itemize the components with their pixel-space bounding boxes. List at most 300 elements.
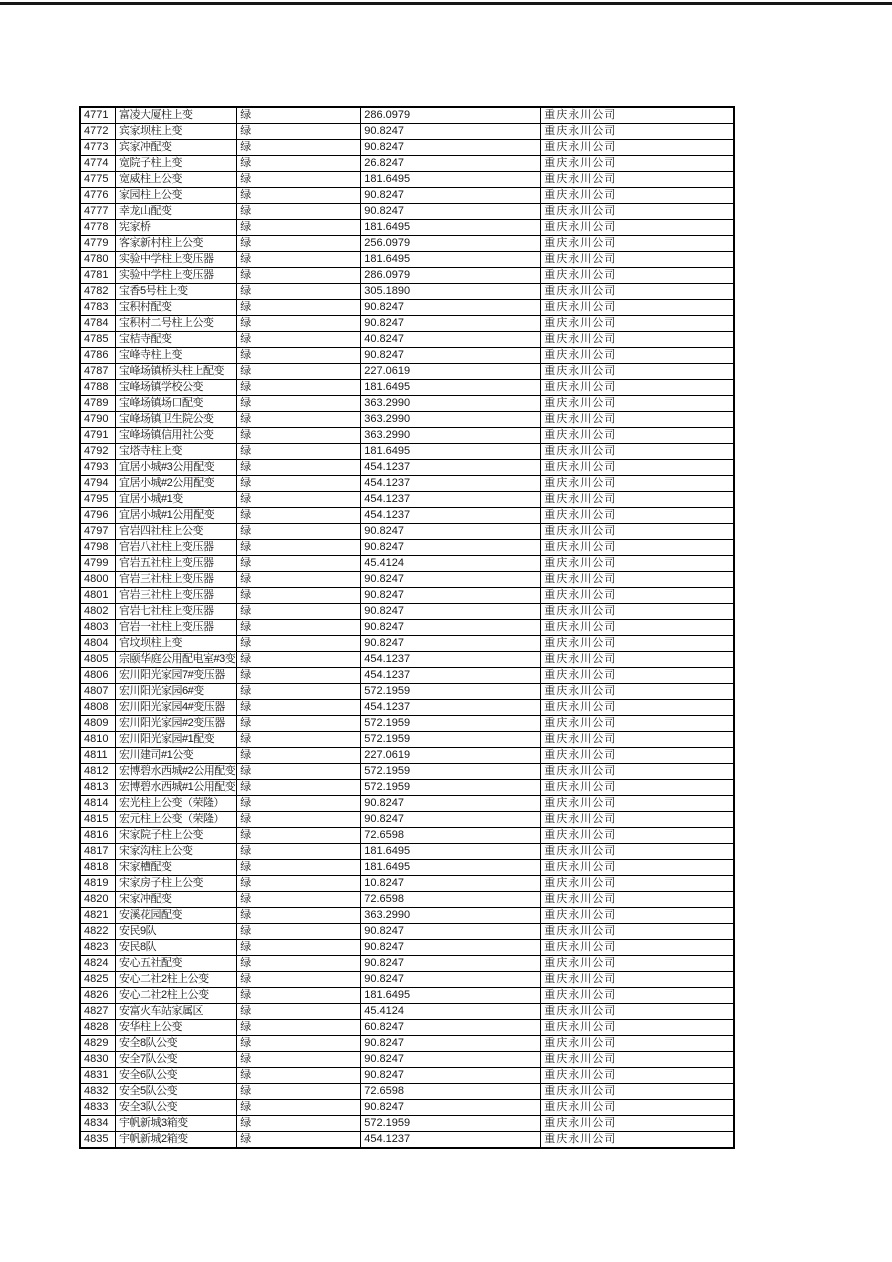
company-cell: 重庆永川公司 bbox=[541, 188, 735, 204]
value-cell: 40.8247 bbox=[361, 332, 541, 348]
value-cell: 572.1959 bbox=[361, 684, 541, 700]
status-cell: 绿 bbox=[237, 812, 361, 828]
device-name-cell: 安心二社2柱上公变 bbox=[116, 972, 237, 988]
value-cell: 26.8247 bbox=[361, 156, 541, 172]
row-index-cell: 4776 bbox=[80, 188, 116, 204]
row-index-cell: 4818 bbox=[80, 860, 116, 876]
row-index-cell: 4797 bbox=[80, 524, 116, 540]
company-cell: 重庆永川公司 bbox=[541, 588, 735, 604]
company-cell: 重庆永川公司 bbox=[541, 780, 735, 796]
device-name-cell: 安民8队 bbox=[116, 940, 237, 956]
table-row bbox=[80, 924, 734, 940]
company-cell: 重庆永川公司 bbox=[541, 540, 735, 556]
row-index-cell: 4804 bbox=[80, 636, 116, 652]
company-cell: 重庆永川公司 bbox=[541, 460, 735, 476]
table-row bbox=[80, 780, 734, 796]
value-cell: 90.8247 bbox=[361, 1068, 541, 1084]
device-name-cell: 官坟坝柱上变 bbox=[116, 636, 237, 652]
value-cell: 90.8247 bbox=[361, 604, 541, 620]
row-index-cell: 4775 bbox=[80, 172, 116, 188]
company-cell: 重庆永川公司 bbox=[541, 1036, 735, 1052]
company-cell: 重庆永川公司 bbox=[541, 444, 735, 460]
company-cell: 重庆永川公司 bbox=[541, 204, 735, 220]
device-name-cell: 富凌大厦柱上变 bbox=[116, 107, 237, 124]
table-row bbox=[80, 412, 734, 428]
company-cell: 重庆永川公司 bbox=[541, 1020, 735, 1036]
row-index-cell: 4805 bbox=[80, 652, 116, 668]
table-row bbox=[80, 364, 734, 380]
table-row bbox=[80, 636, 734, 652]
status-cell: 绿 bbox=[237, 572, 361, 588]
row-index-cell: 4823 bbox=[80, 940, 116, 956]
device-name-cell: 宝积村配变 bbox=[116, 300, 237, 316]
status-cell: 绿 bbox=[237, 1052, 361, 1068]
status-cell: 绿 bbox=[237, 556, 361, 572]
device-table-body bbox=[80, 107, 734, 1148]
row-index-cell: 4792 bbox=[80, 444, 116, 460]
table-row bbox=[80, 508, 734, 524]
table-row bbox=[80, 604, 734, 620]
company-cell: 重庆永川公司 bbox=[541, 1052, 735, 1068]
value-cell: 227.0619 bbox=[361, 748, 541, 764]
row-index-cell: 4782 bbox=[80, 284, 116, 300]
status-cell: 绿 bbox=[237, 252, 361, 268]
device-name-cell: 安全6队公变 bbox=[116, 1068, 237, 1084]
company-cell: 重庆永川公司 bbox=[541, 1068, 735, 1084]
table-row bbox=[80, 1052, 734, 1068]
table-row bbox=[80, 844, 734, 860]
row-index-cell: 4802 bbox=[80, 604, 116, 620]
row-index-cell: 4781 bbox=[80, 268, 116, 284]
status-cell: 绿 bbox=[237, 476, 361, 492]
row-index-cell: 4777 bbox=[80, 204, 116, 220]
row-index-cell: 4801 bbox=[80, 588, 116, 604]
table-row bbox=[80, 268, 734, 284]
table-row bbox=[80, 588, 734, 604]
company-cell: 重庆永川公司 bbox=[541, 940, 735, 956]
row-index-cell: 4793 bbox=[80, 460, 116, 476]
device-name-cell: 宾家冲配变 bbox=[116, 140, 237, 156]
table-row bbox=[80, 732, 734, 748]
status-cell: 绿 bbox=[237, 156, 361, 172]
status-cell: 绿 bbox=[237, 444, 361, 460]
row-index-cell: 4824 bbox=[80, 956, 116, 972]
company-cell: 重庆永川公司 bbox=[541, 524, 735, 540]
row-index-cell: 4780 bbox=[80, 252, 116, 268]
row-index-cell: 4833 bbox=[80, 1100, 116, 1116]
table-row bbox=[80, 1100, 734, 1116]
value-cell: 90.8247 bbox=[361, 620, 541, 636]
company-cell: 重庆永川公司 bbox=[541, 268, 735, 284]
value-cell: 90.8247 bbox=[361, 972, 541, 988]
company-cell: 重庆永川公司 bbox=[541, 620, 735, 636]
device-name-cell: 宋家房子柱上公变 bbox=[116, 876, 237, 892]
status-cell: 绿 bbox=[237, 204, 361, 220]
row-index-cell: 4814 bbox=[80, 796, 116, 812]
table-row bbox=[80, 172, 734, 188]
company-cell: 重庆永川公司 bbox=[541, 476, 735, 492]
value-cell: 45.4124 bbox=[361, 556, 541, 572]
status-cell: 绿 bbox=[237, 988, 361, 1004]
company-cell: 重庆永川公司 bbox=[541, 252, 735, 268]
device-name-cell: 安民9队 bbox=[116, 924, 237, 940]
table-row bbox=[80, 284, 734, 300]
value-cell: 72.6598 bbox=[361, 892, 541, 908]
status-cell: 绿 bbox=[237, 380, 361, 396]
status-cell: 绿 bbox=[237, 780, 361, 796]
device-name-cell: 家园柱上公变 bbox=[116, 188, 237, 204]
status-cell: 绿 bbox=[237, 588, 361, 604]
status-cell: 绿 bbox=[237, 124, 361, 140]
status-cell: 绿 bbox=[237, 460, 361, 476]
device-name-cell: 宝峰场镇信用社公变 bbox=[116, 428, 237, 444]
row-index-cell: 4810 bbox=[80, 732, 116, 748]
company-cell: 重庆永川公司 bbox=[541, 668, 735, 684]
table-row bbox=[80, 300, 734, 316]
device-name-cell: 安全5队公变 bbox=[116, 1084, 237, 1100]
value-cell: 90.8247 bbox=[361, 1036, 541, 1052]
value-cell: 305.1890 bbox=[361, 284, 541, 300]
status-cell: 绿 bbox=[237, 140, 361, 156]
device-table-container bbox=[79, 106, 735, 1149]
company-cell: 重庆永川公司 bbox=[541, 236, 735, 252]
device-name-cell: 宗颐华庭公用配电室#3变 bbox=[116, 652, 237, 668]
row-index-cell: 4826 bbox=[80, 988, 116, 1004]
row-index-cell: 4821 bbox=[80, 908, 116, 924]
value-cell: 572.1959 bbox=[361, 780, 541, 796]
row-index-cell: 4809 bbox=[80, 716, 116, 732]
value-cell: 181.6495 bbox=[361, 252, 541, 268]
value-cell: 90.8247 bbox=[361, 1052, 541, 1068]
status-cell: 绿 bbox=[237, 300, 361, 316]
table-row bbox=[80, 476, 734, 492]
table-row bbox=[80, 1004, 734, 1020]
status-cell: 绿 bbox=[237, 1036, 361, 1052]
row-index-cell: 4803 bbox=[80, 620, 116, 636]
company-cell: 重庆永川公司 bbox=[541, 748, 735, 764]
status-cell: 绿 bbox=[237, 172, 361, 188]
status-cell: 绿 bbox=[237, 892, 361, 908]
device-name-cell: 宏元柱上公变（荣隆） bbox=[116, 812, 237, 828]
device-name-cell: 宝桔寺配变 bbox=[116, 332, 237, 348]
table-row bbox=[80, 684, 734, 700]
device-name-cell: 安心五社配变 bbox=[116, 956, 237, 972]
status-cell: 绿 bbox=[237, 684, 361, 700]
device-name-cell: 幸龙山配变 bbox=[116, 204, 237, 220]
device-name-cell: 安华柱上公变 bbox=[116, 1020, 237, 1036]
company-cell: 重庆永川公司 bbox=[541, 124, 735, 140]
row-index-cell: 4825 bbox=[80, 972, 116, 988]
value-cell: 572.1959 bbox=[361, 732, 541, 748]
company-cell: 重庆永川公司 bbox=[541, 796, 735, 812]
device-name-cell: 宪家桥 bbox=[116, 220, 237, 236]
value-cell: 90.8247 bbox=[361, 524, 541, 540]
status-cell: 绿 bbox=[237, 268, 361, 284]
value-cell: 90.8247 bbox=[361, 316, 541, 332]
device-name-cell: 宇帆新城3箱变 bbox=[116, 1116, 237, 1132]
value-cell: 363.2990 bbox=[361, 412, 541, 428]
status-cell: 绿 bbox=[237, 700, 361, 716]
table-row bbox=[80, 892, 734, 908]
value-cell: 454.1237 bbox=[361, 1132, 541, 1149]
device-name-cell: 宝峰场镇桥头柱上配变 bbox=[116, 364, 237, 380]
row-index-cell: 4831 bbox=[80, 1068, 116, 1084]
row-index-cell: 4834 bbox=[80, 1116, 116, 1132]
value-cell: 286.0979 bbox=[361, 107, 541, 124]
status-cell: 绿 bbox=[237, 860, 361, 876]
status-cell: 绿 bbox=[237, 1116, 361, 1132]
company-cell: 重庆永川公司 bbox=[541, 652, 735, 668]
status-cell: 绿 bbox=[237, 876, 361, 892]
row-index-cell: 4827 bbox=[80, 1004, 116, 1020]
value-cell: 10.8247 bbox=[361, 876, 541, 892]
company-cell: 重庆永川公司 bbox=[541, 924, 735, 940]
device-name-cell: 安全7队公变 bbox=[116, 1052, 237, 1068]
row-index-cell: 4835 bbox=[80, 1132, 116, 1149]
table-row bbox=[80, 908, 734, 924]
status-cell: 绿 bbox=[237, 284, 361, 300]
row-index-cell: 4794 bbox=[80, 476, 116, 492]
device-name-cell: 宏光柱上公变（荣隆） bbox=[116, 796, 237, 812]
device-name-cell: 安全8队公变 bbox=[116, 1036, 237, 1052]
device-name-cell: 宏博碧水西城#2公用配变 bbox=[116, 764, 237, 780]
table-row bbox=[80, 876, 734, 892]
device-name-cell: 宏川阳光家园#2变压器 bbox=[116, 716, 237, 732]
company-cell: 重庆永川公司 bbox=[541, 1100, 735, 1116]
value-cell: 60.8247 bbox=[361, 1020, 541, 1036]
value-cell: 72.6598 bbox=[361, 1084, 541, 1100]
value-cell: 90.8247 bbox=[361, 636, 541, 652]
table-row bbox=[80, 540, 734, 556]
value-cell: 90.8247 bbox=[361, 348, 541, 364]
value-cell: 572.1959 bbox=[361, 764, 541, 780]
device-name-cell: 宇帆新城2箱变 bbox=[116, 1132, 237, 1149]
status-cell: 绿 bbox=[237, 1100, 361, 1116]
device-name-cell: 宋家冲配变 bbox=[116, 892, 237, 908]
value-cell: 181.6495 bbox=[361, 172, 541, 188]
table-row bbox=[80, 1068, 734, 1084]
row-index-cell: 4808 bbox=[80, 700, 116, 716]
status-cell: 绿 bbox=[237, 924, 361, 940]
device-name-cell: 宽院子柱上变 bbox=[116, 156, 237, 172]
row-index-cell: 4806 bbox=[80, 668, 116, 684]
device-name-cell: 宏川建司#1公变 bbox=[116, 748, 237, 764]
table-row bbox=[80, 860, 734, 876]
value-cell: 90.8247 bbox=[361, 204, 541, 220]
company-cell: 重庆永川公司 bbox=[541, 428, 735, 444]
table-row bbox=[80, 1020, 734, 1036]
company-cell: 重庆永川公司 bbox=[541, 156, 735, 172]
company-cell: 重庆永川公司 bbox=[541, 732, 735, 748]
value-cell: 286.0979 bbox=[361, 268, 541, 284]
row-index-cell: 4817 bbox=[80, 844, 116, 860]
table-row bbox=[80, 700, 734, 716]
table-row bbox=[80, 988, 734, 1004]
device-name-cell: 宝峰场镇场口配变 bbox=[116, 396, 237, 412]
row-index-cell: 4815 bbox=[80, 812, 116, 828]
value-cell: 454.1237 bbox=[361, 492, 541, 508]
company-cell: 重庆永川公司 bbox=[541, 396, 735, 412]
status-cell: 绿 bbox=[237, 716, 361, 732]
value-cell: 90.8247 bbox=[361, 796, 541, 812]
company-cell: 重庆永川公司 bbox=[541, 492, 735, 508]
status-cell: 绿 bbox=[237, 796, 361, 812]
company-cell: 重庆永川公司 bbox=[541, 220, 735, 236]
device-name-cell: 宝峰场镇学校公变 bbox=[116, 380, 237, 396]
device-name-cell: 宏川阳光家园4#变压器 bbox=[116, 700, 237, 716]
company-cell: 重庆永川公司 bbox=[541, 140, 735, 156]
status-cell: 绿 bbox=[237, 428, 361, 444]
value-cell: 90.8247 bbox=[361, 924, 541, 940]
status-cell: 绿 bbox=[237, 332, 361, 348]
device-name-cell: 官岩一社柱上变压器 bbox=[116, 620, 237, 636]
value-cell: 181.6495 bbox=[361, 988, 541, 1004]
row-index-cell: 4807 bbox=[80, 684, 116, 700]
table-row bbox=[80, 828, 734, 844]
value-cell: 90.8247 bbox=[361, 188, 541, 204]
status-cell: 绿 bbox=[237, 1068, 361, 1084]
company-cell: 重庆永川公司 bbox=[541, 828, 735, 844]
device-table bbox=[79, 106, 735, 1149]
status-cell: 绿 bbox=[237, 492, 361, 508]
status-cell: 绿 bbox=[237, 1132, 361, 1149]
table-row bbox=[80, 764, 734, 780]
company-cell: 重庆永川公司 bbox=[541, 1116, 735, 1132]
status-cell: 绿 bbox=[237, 107, 361, 124]
company-cell: 重庆永川公司 bbox=[541, 892, 735, 908]
company-cell: 重庆永川公司 bbox=[541, 812, 735, 828]
value-cell: 572.1959 bbox=[361, 1116, 541, 1132]
row-index-cell: 4819 bbox=[80, 876, 116, 892]
status-cell: 绿 bbox=[237, 732, 361, 748]
value-cell: 256.0979 bbox=[361, 236, 541, 252]
device-name-cell: 安富火车站家属区 bbox=[116, 1004, 237, 1020]
device-name-cell: 宝塔寺柱上变 bbox=[116, 444, 237, 460]
table-row bbox=[80, 252, 734, 268]
company-cell: 重庆永川公司 bbox=[541, 908, 735, 924]
status-cell: 绿 bbox=[237, 748, 361, 764]
table-row bbox=[80, 716, 734, 732]
device-name-cell: 宝峰场镇卫生院公变 bbox=[116, 412, 237, 428]
device-name-cell: 宏川阳光家园#1配变 bbox=[116, 732, 237, 748]
table-row bbox=[80, 972, 734, 988]
page-top-rule bbox=[0, 2, 892, 5]
value-cell: 454.1237 bbox=[361, 668, 541, 684]
status-cell: 绿 bbox=[237, 348, 361, 364]
company-cell: 重庆永川公司 bbox=[541, 380, 735, 396]
table-row bbox=[80, 348, 734, 364]
row-index-cell: 4783 bbox=[80, 300, 116, 316]
company-cell: 重庆永川公司 bbox=[541, 684, 735, 700]
company-cell: 重庆永川公司 bbox=[541, 956, 735, 972]
device-name-cell: 官岩七社柱上变压器 bbox=[116, 604, 237, 620]
value-cell: 454.1237 bbox=[361, 508, 541, 524]
row-index-cell: 4773 bbox=[80, 140, 116, 156]
table-row bbox=[80, 188, 734, 204]
table-row bbox=[80, 1036, 734, 1052]
company-cell: 重庆永川公司 bbox=[541, 284, 735, 300]
company-cell: 重庆永川公司 bbox=[541, 107, 735, 124]
value-cell: 181.6495 bbox=[361, 860, 541, 876]
company-cell: 重庆永川公司 bbox=[541, 604, 735, 620]
device-name-cell: 宝香5号柱上变 bbox=[116, 284, 237, 300]
device-name-cell: 安心二社2柱上公变 bbox=[116, 988, 237, 1004]
value-cell: 72.6598 bbox=[361, 828, 541, 844]
company-cell: 重庆永川公司 bbox=[541, 716, 735, 732]
status-cell: 绿 bbox=[237, 524, 361, 540]
status-cell: 绿 bbox=[237, 396, 361, 412]
company-cell: 重庆永川公司 bbox=[541, 348, 735, 364]
value-cell: 90.8247 bbox=[361, 956, 541, 972]
table-row bbox=[80, 316, 734, 332]
table-row bbox=[80, 620, 734, 636]
status-cell: 绿 bbox=[237, 316, 361, 332]
company-cell: 重庆永川公司 bbox=[541, 172, 735, 188]
company-cell: 重庆永川公司 bbox=[541, 876, 735, 892]
device-name-cell: 宝积村二号柱上公变 bbox=[116, 316, 237, 332]
row-index-cell: 4779 bbox=[80, 236, 116, 252]
device-name-cell: 安溪花园配变 bbox=[116, 908, 237, 924]
row-index-cell: 4788 bbox=[80, 380, 116, 396]
table-row bbox=[80, 140, 734, 156]
table-row bbox=[80, 956, 734, 972]
status-cell: 绿 bbox=[237, 668, 361, 684]
device-name-cell: 宋家沟柱上公变 bbox=[116, 844, 237, 860]
row-index-cell: 4787 bbox=[80, 364, 116, 380]
company-cell: 重庆永川公司 bbox=[541, 1084, 735, 1100]
company-cell: 重庆永川公司 bbox=[541, 412, 735, 428]
company-cell: 重庆永川公司 bbox=[541, 316, 735, 332]
status-cell: 绿 bbox=[237, 540, 361, 556]
row-index-cell: 4813 bbox=[80, 780, 116, 796]
value-cell: 181.6495 bbox=[361, 380, 541, 396]
table-row bbox=[80, 460, 734, 476]
table-row bbox=[80, 492, 734, 508]
value-cell: 181.6495 bbox=[361, 444, 541, 460]
company-cell: 重庆永川公司 bbox=[541, 508, 735, 524]
row-index-cell: 4800 bbox=[80, 572, 116, 588]
table-row bbox=[80, 236, 734, 252]
row-index-cell: 4795 bbox=[80, 492, 116, 508]
device-name-cell: 宽威柱上公变 bbox=[116, 172, 237, 188]
company-cell: 重庆永川公司 bbox=[541, 972, 735, 988]
company-cell: 重庆永川公司 bbox=[541, 556, 735, 572]
status-cell: 绿 bbox=[237, 412, 361, 428]
value-cell: 90.8247 bbox=[361, 300, 541, 316]
table-row bbox=[80, 556, 734, 572]
device-name-cell: 官岩四社柱上公变 bbox=[116, 524, 237, 540]
company-cell: 重庆永川公司 bbox=[541, 1132, 735, 1149]
device-name-cell: 实验中学柱上变压器 bbox=[116, 252, 237, 268]
value-cell: 90.8247 bbox=[361, 588, 541, 604]
row-index-cell: 4791 bbox=[80, 428, 116, 444]
status-cell: 绿 bbox=[237, 844, 361, 860]
table-row bbox=[80, 204, 734, 220]
status-cell: 绿 bbox=[237, 828, 361, 844]
value-cell: 90.8247 bbox=[361, 540, 541, 556]
table-row bbox=[80, 668, 734, 684]
status-cell: 绿 bbox=[237, 220, 361, 236]
status-cell: 绿 bbox=[237, 236, 361, 252]
status-cell: 绿 bbox=[237, 188, 361, 204]
company-cell: 重庆永川公司 bbox=[541, 364, 735, 380]
company-cell: 重庆永川公司 bbox=[541, 300, 735, 316]
device-name-cell: 宏川阳光家园7#变压器 bbox=[116, 668, 237, 684]
status-cell: 绿 bbox=[237, 764, 361, 780]
row-index-cell: 4772 bbox=[80, 124, 116, 140]
row-index-cell: 4771 bbox=[80, 107, 116, 124]
value-cell: 363.2990 bbox=[361, 428, 541, 444]
